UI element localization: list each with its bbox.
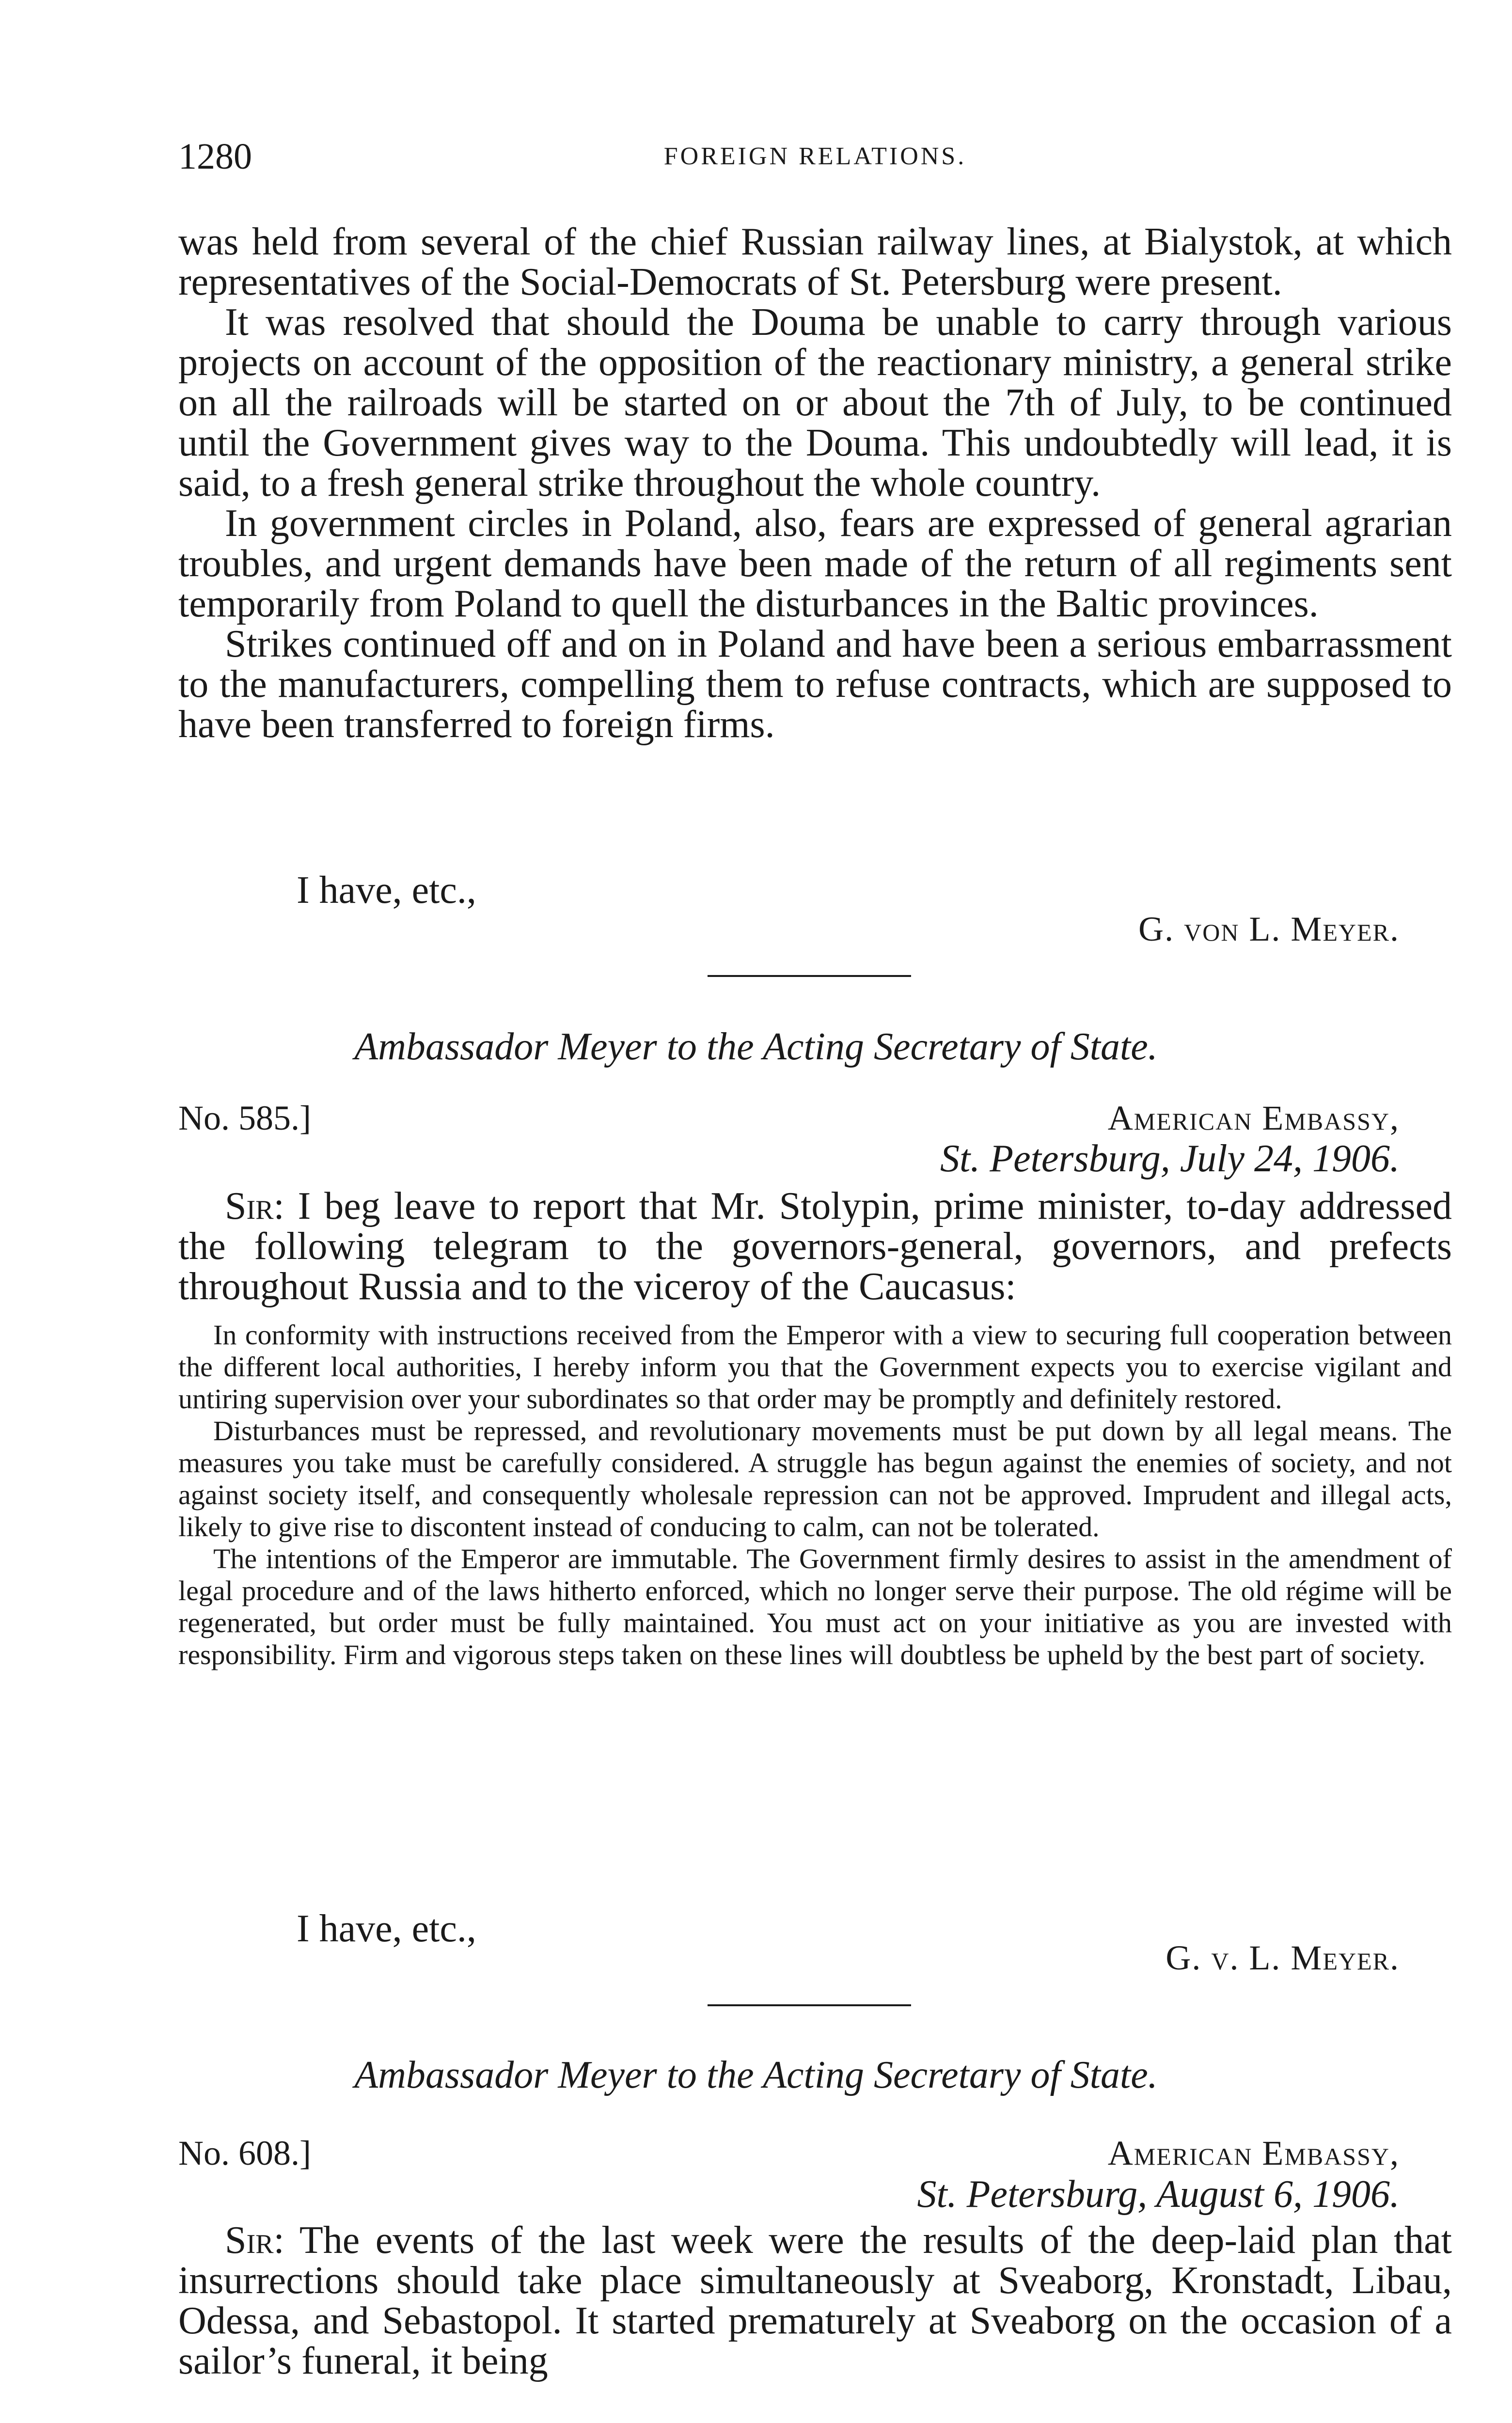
dispatch-number: No. 608.] (178, 2134, 311, 2172)
signature: G. v. L. Meyer. (1166, 1938, 1400, 1977)
salutation: Sir (225, 1185, 274, 1227)
dispatch-number: No. 585.] (178, 1099, 311, 1137)
telegram-quotation (178, 1319, 1452, 1671)
letter-3-body (178, 2220, 1452, 2381)
document-heading: Ambassador Meyer to the Acting Secretary of State. (354, 2054, 1158, 2096)
paragraph: It was resolved that should the Douma be unable to carry through various projects on account of the opposition of the reactionary ministry, a general strike on all the railroads will be started on or about the 7th of July, to be continued until the Government gives way to the Douma. This undoubtedly will lead, it is said, to a fresh general strike throughout the whole country. (178, 301, 1452, 504)
paragraph: was held from several of the chief Russian railway lines, at Bialystok, at which representatives of the Social-Democrats of St. Petersburg were present. (178, 220, 1452, 303)
page-header (178, 130, 1452, 183)
paragraph: Strikes continued off and on in Poland and have been a serious embarrassment to the manufacturers, compelling them to refuse contracts, which are supposed to have been transferred to foreign firms. (178, 623, 1452, 746)
page-number: 1280 (178, 136, 252, 177)
telegram-paragraph: Disturbances must be repressed, and revolutionary movements must be put down by all legal means. The measures you take must be carefully considered. A struggle has begun against the enemies of society, and not against society itself, and consequently wholesale repression can not be approved. Imprudent and illegal acts, likely to give rise to discontent instead of conducing to calm, can not be tolerated. (178, 1415, 1452, 1542)
salutation: Sir (225, 2219, 274, 2262)
sender-address: American Embassy, (1107, 2134, 1400, 2172)
paragraph-text: : The events of the last week were the results of the deep-laid plan that insurrections should take place simultaneously at Sveaborg, Kronstadt, Libau, Odessa, and Sebastopol. It started prematurely at Sveaborg on the occasion of a sailor’s funeral, it being (178, 2219, 1452, 2382)
paragraph: In government circles in Poland, also, fears are expressed of general agrarian troubles, and urgent demands have been made of the return of all regiments sent temporarily from Poland to quell the disturbances in the Baltic provinces. (178, 502, 1452, 625)
signature: G. von L. Meyer. (1138, 910, 1400, 948)
place-date: St. Petersburg, July 24, 1906. (940, 1137, 1400, 1180)
telegram-paragraph: The intentions of the Emperor are immutable. The Government firmly desires to assist in the amendment of legal procedure and of the laws hitherto enforced, which no longer serve their purpose. The old régime will be regenerated, but order must be fully maintained. You must act on your initiative as you are invested with responsibility. Firm and vigorous steps taken on these lines will doubtless be upheld by the best part of society. (178, 1543, 1452, 1670)
paragraph-text: : I beg leave to report that Mr. Stolypin, prime minister, to-day addressed the following telegram to the governors-general, governors, and prefects throughout Russia and to the viceroy of the Caucasus: (178, 1185, 1452, 1308)
sender-address: American Embassy, (1107, 1099, 1400, 1137)
section-divider (708, 975, 911, 977)
running-head: FOREIGN RELATIONS. (663, 142, 967, 170)
telegram-paragraph: In conformity with instructions received from the Emperor with a view to securing full cooperation between the different local authorities, I hereby inform you that the Government expects you to exercise vigilant and untiring supervision over your subordinates so that order may be promptly and definitely restored. (178, 1319, 1452, 1415)
paragraph (178, 1186, 1452, 1307)
section-divider (708, 2004, 911, 2006)
place-date: St. Petersburg, August 6, 1906. (917, 2173, 1400, 2216)
closing: I have, etc., (297, 869, 476, 912)
letter-1-body (178, 222, 1452, 745)
closing: I have, etc., (297, 1907, 476, 1950)
document-heading: Ambassador Meyer to the Acting Secretary of State. (354, 1025, 1158, 1068)
letter-2-body (178, 1186, 1452, 1307)
paragraph (178, 2220, 1452, 2381)
